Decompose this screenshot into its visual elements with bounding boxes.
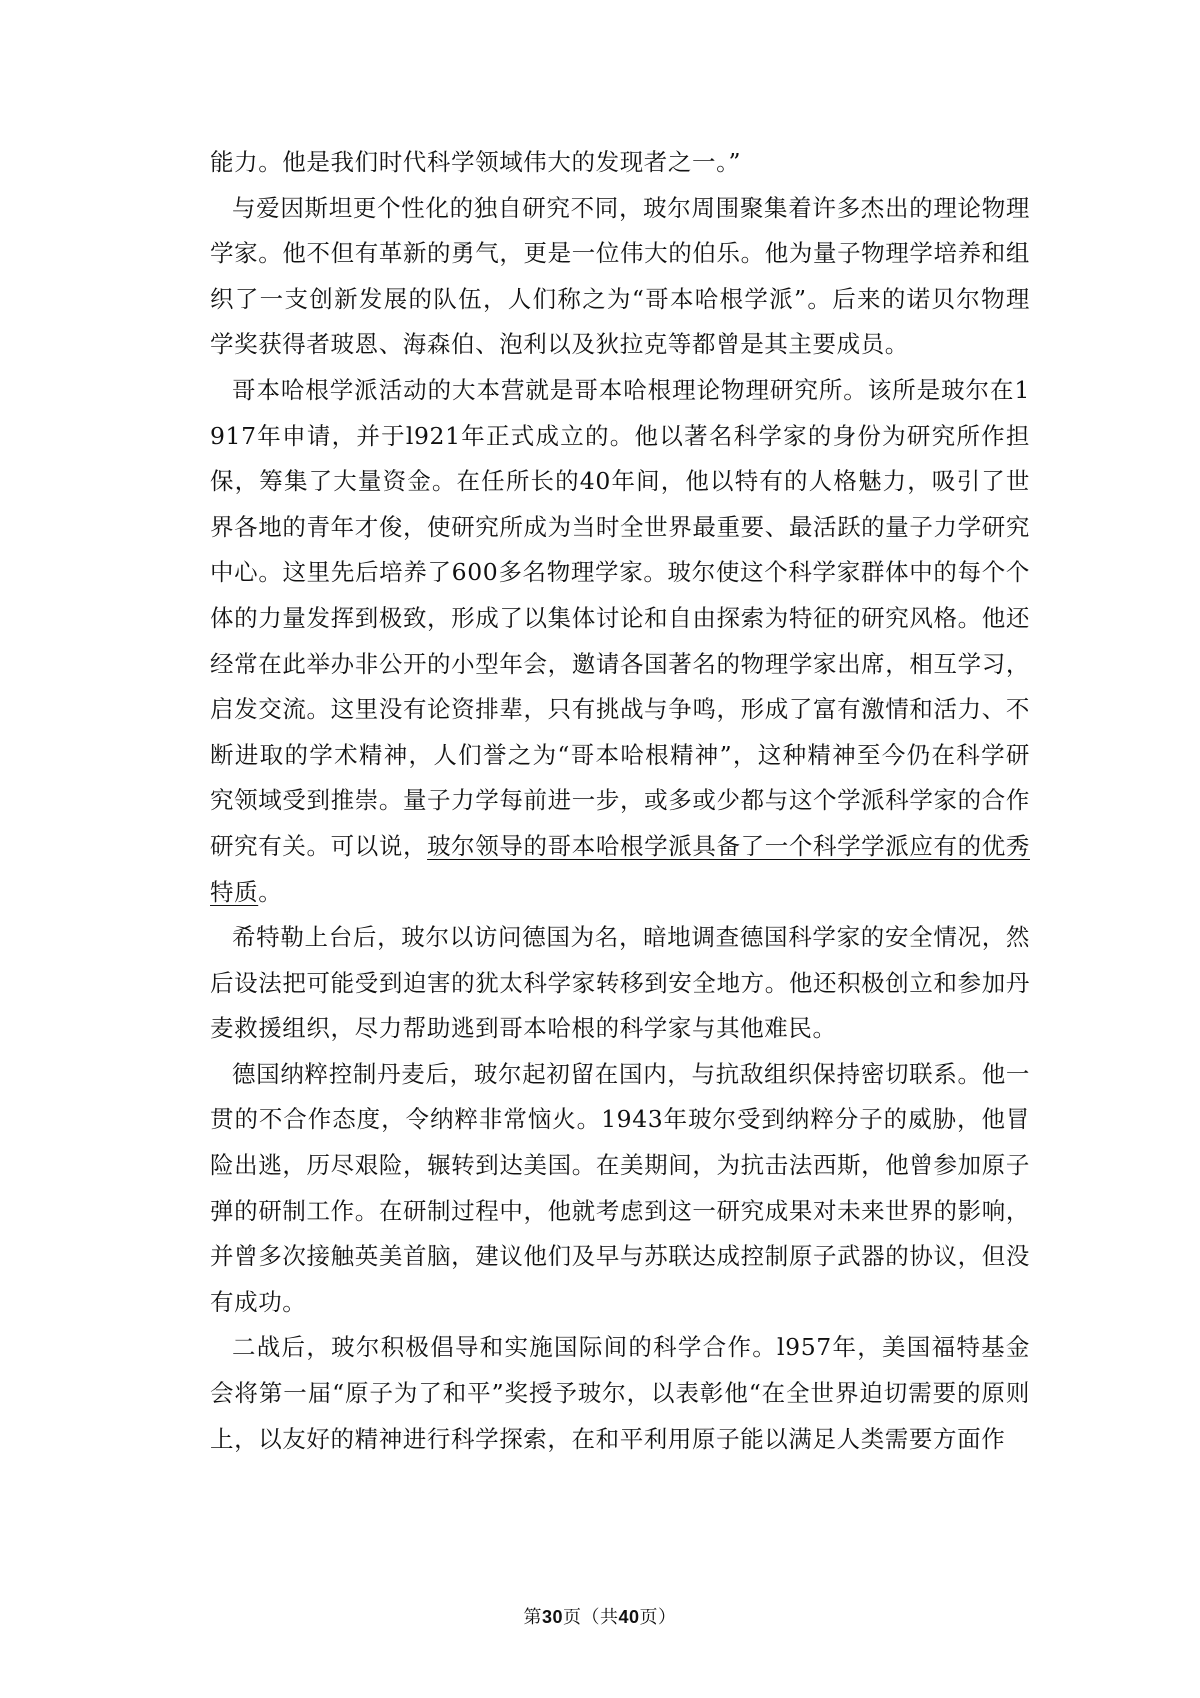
page-footer xyxy=(0,1603,1200,1629)
paragraph-text: 希特勒上台后，玻尔以访问德国为名，暗地调查德国科学家的安全情况，然后设法把可能受到迫害的犹太科学家转移到安全地方。他还积极创立和参加丹麦救援组织，尽力帮助逃到哥本哈根的科学家与其他难民。 xyxy=(210,923,1030,1043)
footer-prefix: 第 xyxy=(523,1607,542,1628)
paragraph-5 xyxy=(210,1052,1030,1326)
footer-suffix: 页） xyxy=(639,1607,677,1628)
paragraph-text: 二战后，玻尔积极倡导和实施国际间的科学合作。l957年，美国福特基金会将第一届“原子为了和平”奖授予玻尔，以表彰他“在全世界迫切需要的原则上，以友好的精神进行科学探索，在和平利用原子能以满足人类需要方面作 xyxy=(210,1333,1030,1453)
paragraph-text: 能力。他是我们时代科学领域伟大的发现者之一。” xyxy=(210,148,742,176)
paragraph-text: 。 xyxy=(258,877,283,906)
paragraph-2 xyxy=(210,186,1030,368)
body-text xyxy=(210,140,1030,1462)
paragraph-text: 哥本哈根学派活动的大本营就是哥本哈根理论物理研究所。该所是玻尔在1917年申请，并于l921年正式成立的。他以著名科学家的身份为研究所作担保，筹集了大量资金。在任所长的40年间，他以特有的人格魅力，吸引了世界各地的青年才俊，使研究所成为当时全世界最重要、最活跃的量子力学研究中心。这里先后培养了600多名物理学家。玻尔使这个科学家群体中的每个个体的力量发挥到极致，形成了以集体讨论和自由探索为特征的研究风格。他还经常在此举办非公开的小型年会，邀请各国著名的物理学家出席，相互学习，启发交流。这里没有论资排辈，只有挑战与争鸣，形成了富有激情和活力、不断进取的学术精神，人们誉之为“哥本哈根精神”，这种精神至今仍在科学研究领域受到推崇。量子力学每前进一步，或多或少都与这个学派科学家的合作研究有关。可以说， xyxy=(210,375,1030,860)
underlined-sentence: 玻尔领导的哥本哈根学派具备了一个科学学派应有的优秀特质 xyxy=(210,831,1030,906)
paragraph-text: 德国纳粹控制丹麦后，玻尔起初留在国内，与抗敌组织保持密切联系。他一贯的不合作态度，令纳粹非常恼火。1943年玻尔受到纳粹分子的威胁，他冒险出逃，历尽艰险，辗转到达美国。在美期间，为抗击法西斯，他曾参加原子弹的研制工作。在研制过程中，他就考虑到这一研究成果对未来世界的影响，并曾多次接触英美首脑，建议他们及早与苏联达成控制原子武器的协议，但没有成功。 xyxy=(210,1059,1030,1316)
current-page-number: 30 xyxy=(541,1607,563,1627)
paragraph-text: 与爱因斯坦更个性化的独自研究不同，玻尔周围聚集着许多杰出的理论物理学家。他不但有革新的勇气，更是一位伟大的伯乐。他为量子物理学培养和组织了一支创新发展的队伍，人们称之为“哥本哈根学派”。后来的诺贝尔物理学奖获得者玻恩、海森伯、泡利以及狄拉克等都曾是其主要成员。 xyxy=(210,193,1030,359)
paragraph-3 xyxy=(210,368,1030,915)
paragraph-6 xyxy=(210,1325,1030,1462)
total-page-number: 40 xyxy=(618,1607,640,1627)
paragraph-4 xyxy=(210,915,1030,1052)
paragraph-1 xyxy=(210,140,1030,186)
footer-middle: 页（共 xyxy=(563,1607,619,1628)
